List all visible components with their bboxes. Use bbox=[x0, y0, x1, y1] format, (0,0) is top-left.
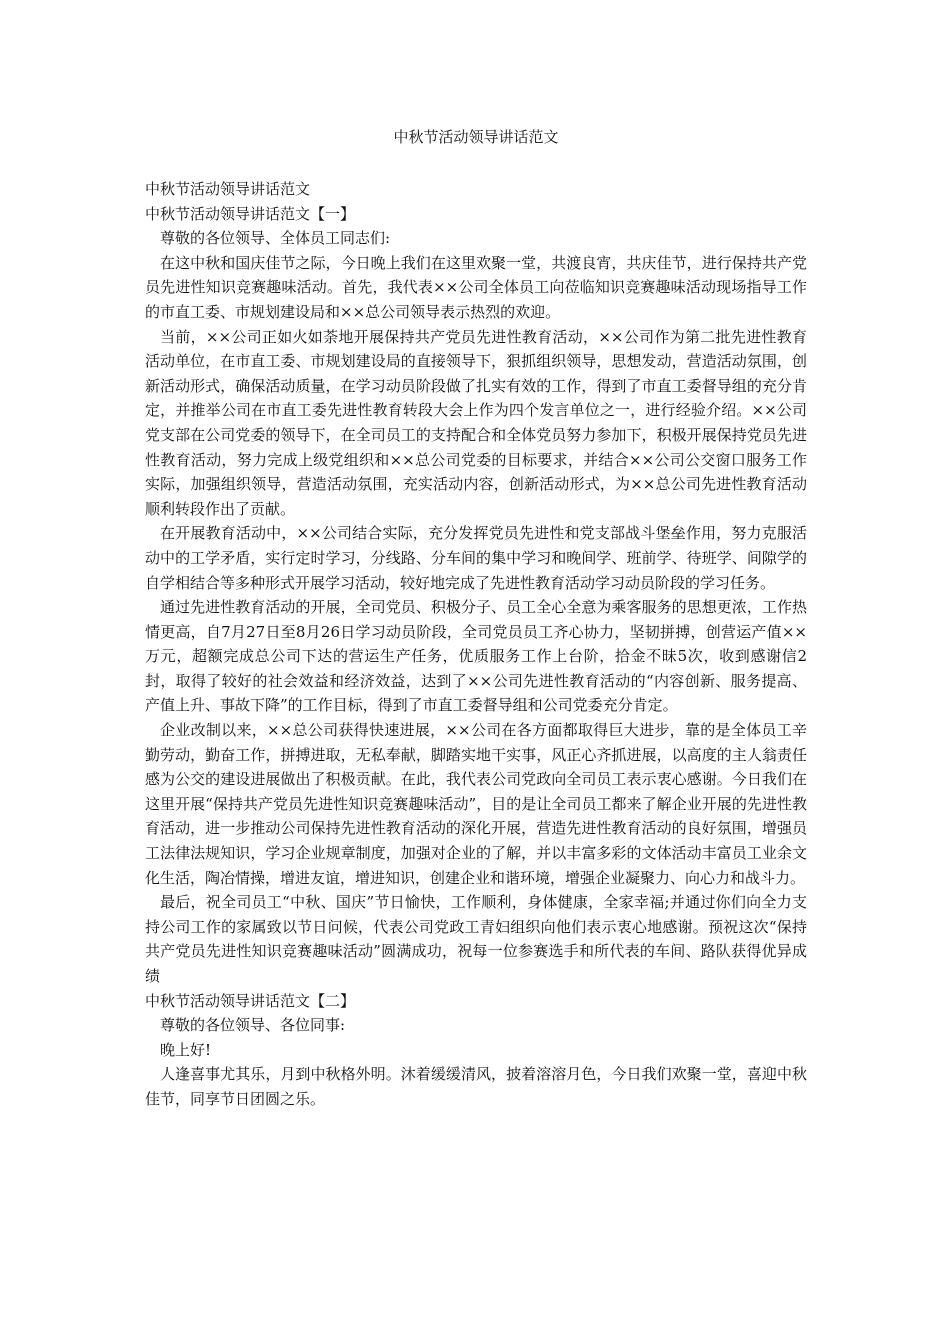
section-2-heading: 中秋节活动领导讲话范文【二】 bbox=[145, 991, 356, 1010]
section-1-heading: 中秋节活动领导讲话范文【一】 bbox=[145, 204, 356, 223]
document-subtitle: 中秋节活动领导讲话范文 bbox=[145, 180, 311, 198]
section-1-paragraph: 在开展教育活动中，××公司结合实际，充分发挥党员先进性和党支部战斗堡垒作用，努力克服活动中的工学矛盾，实行定时学习，分线路、分车间的集中学习和晚间学、班前学、待班学、间隙学的自学相结合等多种形式开展学习活动，较好地完成了先进性教育活动学习动员阶段的学习任务。 bbox=[145, 524, 807, 592]
section-1-paragraph: 通过先进性教育活动的开展，全司党员、积极分子、员工全心全意为乘客服务的思想更浓，工作热情更高，自7月27日至8月26日学习动员阶段，全司党员员工齐心协力，坚韧拼搏，创营运产值××万元，超额完成总公司下达的营运生产任务，优质服务工作上台阶，拾金不昧5次，收到感谢信2封，取得了较好的社会效益和经济效益，达到了××公司先进性教育活动的“内容创新、服务提高、产值上升、事故下降”的工作目标，得到了市直工委督导组和公司党委充分肯定。 bbox=[145, 598, 807, 715]
section-2-greeting: 尊敬的各位领导、各位同事: bbox=[160, 1016, 346, 1035]
section-1-paragraph: 企业改制以来，××总公司获得快速进展，××公司在各方面都取得巨大进步，靠的是全体员工辛勤劳动，勤奋工作，拼搏进取，无私奉献，脚踏实地干实事，风正心齐抓进展，以高度的主人翁责任感为公交的建设进展做出了积极贡献。在此，我代表公司党政向全司员工表示衷心感谢。今日我们在这里开展“保持共产党员先进性知识竞赛趣味活动”，目的是让全司员工都来了解企业开展的先进性教育活动，进一步推动公司保持先进性教育活动的深化开展，营造先进性教育活动的良好氛围，增强员工法律法规知识，学习企业规章制度，加强对企业的了解，并以丰富多彩的文体活动丰富员工业余文化生活，陶冶情操，增进友谊，增进知识，创建企业和谐环境，增强企业凝聚力、向心力和战斗力。 bbox=[145, 721, 807, 887]
section-1-paragraph: 当前，××公司正如火如荼地开展保持共产党员先进性教育活动，××公司作为第二批先进性教育活动单位，在市直工委、市规划建设局的直接领导下，狠抓组织领导，思想发动，营造活动氛围，创新活动形式，确保活动质量，在学习动员阶段做了扎实有效的工作，得到了市直工委督导组的充分肯定，并推举公司在市直工委先进性教育转段大会上作为四个发言单位之一，进行经验介绍。××公司党支部在公司党委的领导下，在全司员工的支持配合和全体党员努力参加下，积极开展保持党员先进性教育活动，努力完成上级党组织和××总公司党委的目标要求，并结合××公司公交窗口服务工作实际，加强组织领导，营造活动氛围，充实活动内容，创新活动形式，为××总公司先进性教育活动顺利转段作出了贡献。 bbox=[145, 327, 807, 518]
section-2-salutation: 晚上好! bbox=[160, 1040, 212, 1059]
section-1-greeting: 尊敬的各位领导、全体员工同志们: bbox=[160, 229, 391, 248]
document-page bbox=[145, 125, 807, 1112]
section-1-paragraph: 在这中秋和国庆佳节之际，今日晚上我们在这里欢聚一堂，共渡良宵，共庆佳节，进行保持共产党员先进性知识竞赛趣味活动。首先，我代表××公司全体员工向莅临知识竞赛趣味活动现场指导工作的市直工委、市规划建设局和××总公司领导表示热烈的欢迎。 bbox=[145, 253, 807, 321]
document-title: 中秋节活动领导讲话范文 bbox=[393, 128, 559, 146]
section-1-paragraph: 最后，祝全司员工“中秋、国庆”节日愉快，工作顺利，身体健康，全家幸福;并通过你们向全力支持公司工作的家属致以节日问候，代表公司党政工青妇组织向他们表示衷心地感谢。预祝这次“保持共产党员先进性知识竞赛趣味活动”圆满成功，祝每一位参赛选手和所代表的车间、路队获得优异成绩 bbox=[145, 893, 807, 985]
section-2-paragraph: 人逢喜事尤其乐，月到中秋格外明。沐着缓缓清风，披着溶溶月色，今日我们欢聚一堂，喜迎中秋佳节，同享节日团圆之乐。 bbox=[145, 1065, 807, 1108]
